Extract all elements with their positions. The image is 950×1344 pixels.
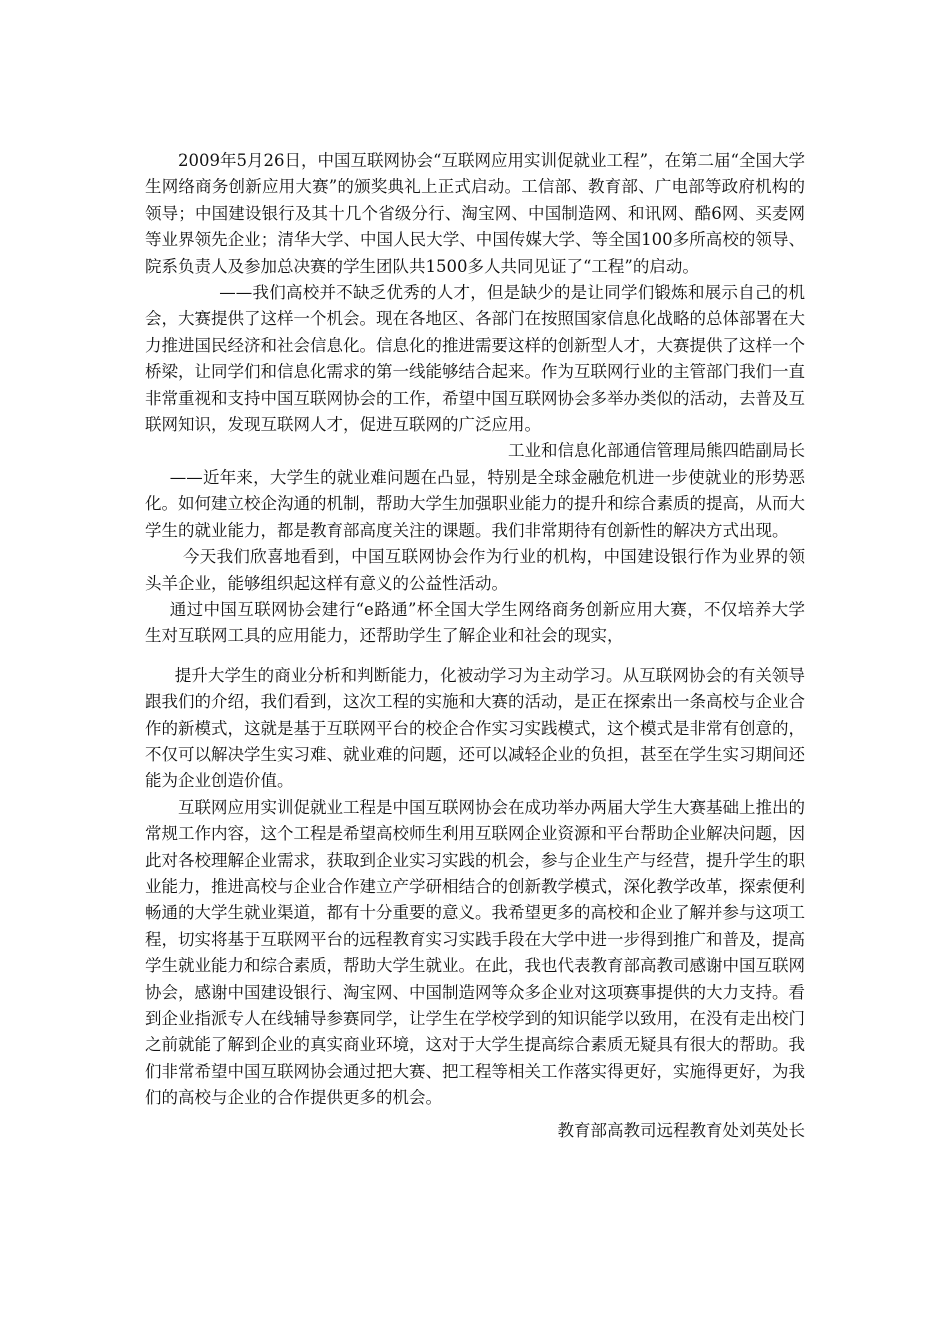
document-body — [145, 148, 805, 1144]
paragraph-intro: 2009年5月26日，中国互联网协会“互联网应用实训促就业工程”，在第二届“全国大学生网络商务创新应用大赛”的颁奖典礼上正式启动。工信部、教育部、广电部等政府机构的领导；中国建设银行及其十几个省级分行、淘宝网、中国制造网、和讯网、酷6网、买麦网等业界领先企业；清华大学、中国人民大学、中国传媒大学、等全国100多所高校的领导、院系负责人及参加总决赛的学生团队共1500多人共同见证了“工程”的启动。 — [145, 151, 805, 276]
paragraph-quote-1: ——我们高校并不缺乏优秀的人才，但是缺少的是让同学们锻炼和展示自己的机会，大赛提供了这样一个机会。现在各地区、各部门在按照国家信息化战略的总体部署在大力推进国民经济和社会信息化。信息化的推进需要这样的创新型人才，大赛提供了这样一个桥梁，让同学们和信息化需求的第一线能够结合起来。作为互联网行业的主管部门我们一直非常重视和支持中国互联网协会的工作，希望中国互联网协会多举办类似的活动，去普及互联网知识，发现互联网人才，促进互联网的广泛应用。 — [145, 283, 805, 435]
paragraph-project: 互联网应用实训促就业工程是中国互联网协会在成功举办两届大学生大赛基础上推出的常规工作内容，这个工程是希望高校师生利用互联网企业资源和平台帮助企业解决问题，因此对各校理解企业需求，获取到企业实习实践的机会，参与企业生产与经营，提升学生的职业能力，推进高校与企业合作建立产学研相结合的创新教学模式，深化教学改革，探索便利畅通的大学生就业渠道，都有十分重要的意义。我希望更多的高校和企业了解并参与这项工程，切实将基于互联网平台的远程教育实习实践手段在大学中进一步得到推广和普及，提高学生就业能力和综合素质，帮助大学生就业。在此，我也代表教育部高教司感谢中国互联网协会，感谢中国建设银行、淘宝网、中国制造网等众多企业对这项赛事提供的大力支持。看到企业指派专人在线辅导参赛同学，让学生在学校学到的知识能学以致用，在没有走出校门之前就能了解到企业的真实商业环境，这对于大学生提高综合素质无疑具有很大的帮助。我们非常希望中国互联网协会通过把大赛、把工程等相关工作落实得更好，实施得更好，为我们的高校与企业的合作提供更多的机会。 — [145, 797, 805, 1108]
signature-moe: 教育部高教司远程教育处刘英处长 — [557, 1120, 805, 1140]
paragraph-model: 提升大学生的商业分析和判断能力，化被动学习为主动学习。从互联网协会的有关领导跟我们的介绍，我们看到，这次工程的实施和大赛的活动，是正在探索出一条高校与企业合作的新模式，这就是基于互联网平台的校企合作实习实践模式，这个模式是非常有创意的，不仅可以解决学生实习难、就业难的问题，还可以减轻企业的负担，甚至在学生实习期间还能为企业创造价值。 — [145, 665, 805, 791]
paragraph-competition: 通过中国互联网协会建行“e路通”杯全国大学生网络商务创新应用大赛，不仅培养大学生对互联网工具的应用能力，还帮助学生了解企业和社会的现实， — [145, 599, 805, 646]
signature-miit: 工业和信息化部通信管理局熊四皓副局长 — [508, 441, 805, 461]
paragraph-today: 今天我们欣喜地看到，中国互联网协会作为行业的机构，中国建设银行作为业界的领头羊企业，能够组织起这样有意义的公益性活动。 — [145, 547, 805, 593]
paragraph-quote-2: ——近年来，大学生的就业难问题在凸显，特别是全球金融危机进一步使就业的形势恶化。如何建立校企沟通的机制，帮助大学生加强职业能力的提升和综合素质的提高，从而大学生的就业能力，都是教育部高度关注的课题。我们非常期待有创新性的解决方式出现。 — [145, 467, 805, 540]
